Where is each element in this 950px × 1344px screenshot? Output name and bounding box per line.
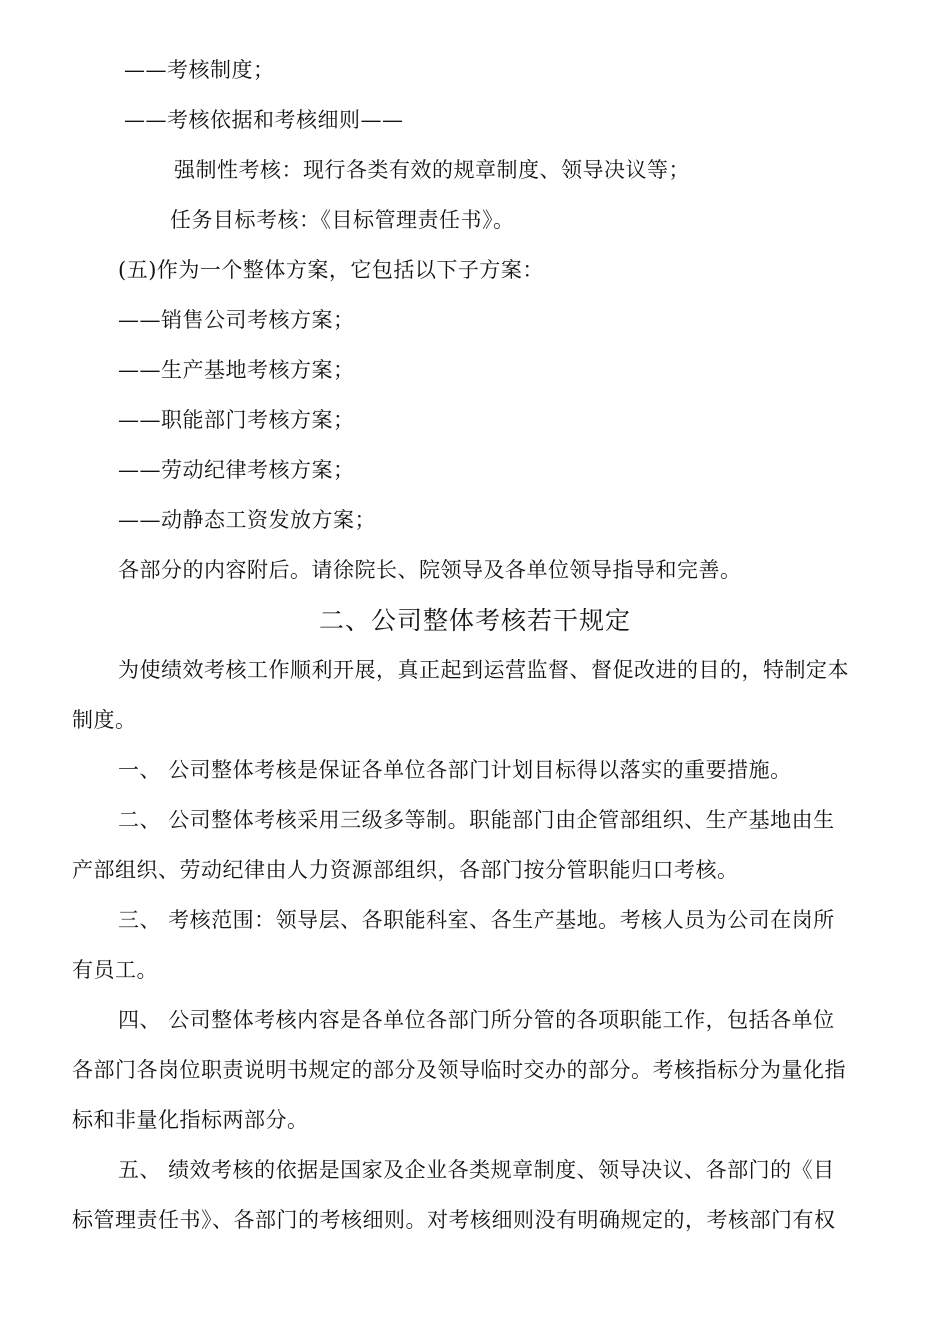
intro-line: ——职能部门考核方案； xyxy=(118,408,355,432)
intro-line: ——生产基地考核方案； xyxy=(118,358,355,382)
body-line: 为使绩效考核工作顺利开展，真正起到运营监督、督促改进的目的，特制定本 xyxy=(118,658,849,682)
body-line: 三、 考核范围：领导层、各职能科室、各生产基地。考核人员为公司在岗所 xyxy=(118,908,835,932)
intro-line: ——考核制度； xyxy=(124,58,275,82)
intro-line: (五)作为一个整体方案，它包括以下子方案： xyxy=(118,258,544,282)
intro-line: ——考核依据和考核细则—— xyxy=(124,108,404,132)
intro-line: 各部分的内容附后。请徐院长、院领导及各单位领导指导和完善。 xyxy=(118,558,742,582)
intro-line: ——动静态工资发放方案； xyxy=(118,508,376,532)
body-line: 产部组织、劳动纪律由人力资源部组织，各部门按分管职能归口考核。 xyxy=(72,858,739,882)
body-line: 有员工。 xyxy=(72,958,158,982)
body-line: 标和非量化指标两部分。 xyxy=(72,1108,309,1132)
body-line: 各部门各岗位职责说明书规定的部分及领导临时交办的部分。考核指标分为量化指 xyxy=(72,1058,846,1082)
intro-line: 任务目标考核：《目标管理责任书》。 xyxy=(170,208,515,232)
body-line: 二、 公司整体考核采用三级多等制。职能部门由企管部组织、生产基地由生 xyxy=(118,808,835,832)
body-line: 一、 公司整体考核是保证各单位各部门计划目标得以落实的重要措施。 xyxy=(118,758,792,782)
body-line: 制度。 xyxy=(72,708,137,732)
body-line: 五、 绩效考核的依据是国家及企业各类规章制度、领导决议、各部门的《目 xyxy=(118,1158,835,1182)
body-line: 四、 公司整体考核内容是各单位各部门所分管的各项职能工作，包括各单位 xyxy=(118,1008,835,1032)
body-line: 标管理责任书》、各部门的考核细则。对考核细则没有明确规定的，考核部门有权 xyxy=(72,1208,836,1232)
intro-line: 强制性考核：现行各类有效的规章制度、领导决议等； xyxy=(174,158,690,182)
section-heading: 二、公司整体考核若干规定 xyxy=(318,606,631,635)
intro-line: ——劳动纪律考核方案； xyxy=(118,458,355,482)
intro-line: ——销售公司考核方案； xyxy=(118,308,355,332)
